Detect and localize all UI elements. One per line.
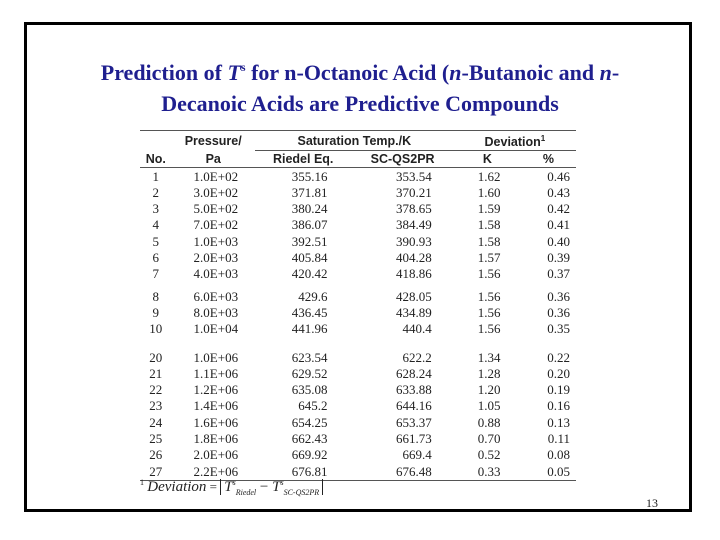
cell-riedel: 420.42	[291, 266, 328, 282]
header-row-2	[140, 151, 576, 168]
table-row	[140, 349, 576, 365]
cell-pa: 2.0E+06	[193, 447, 239, 463]
table-row	[140, 321, 576, 337]
table-body	[140, 168, 576, 480]
cell-sc: 418.86	[396, 266, 432, 282]
header-saturation: Saturation Temp./K	[255, 131, 454, 151]
cell-sc: 404.28	[396, 250, 432, 266]
cell-pa: 4.0E+03	[193, 266, 239, 282]
cell-sc: 628.24	[396, 365, 432, 381]
header-no: No.	[140, 151, 172, 168]
footnote-T1: T	[224, 479, 233, 495]
title-text-4: -	[611, 60, 620, 85]
cell-sc: 669.4	[402, 447, 432, 463]
table-row	[140, 305, 576, 321]
table-row	[140, 201, 576, 217]
footnote-equals: =	[206, 479, 221, 494]
cell-k: 0.70	[477, 431, 501, 447]
data-table	[140, 130, 576, 481]
cell-riedel: 654.25	[291, 414, 328, 430]
cell-sc: 440.4	[402, 321, 432, 337]
header-k: K	[454, 151, 521, 168]
table-row	[140, 415, 576, 431]
cell-pct: 0.39	[547, 250, 570, 266]
header-pressure: Pressure/	[172, 131, 255, 151]
footnote-sub1: Riedel	[235, 488, 257, 497]
header-blank	[140, 131, 172, 151]
table-row	[140, 250, 576, 266]
table-row	[140, 382, 576, 398]
cell-no: 5	[152, 233, 160, 249]
cell-pa: 7.0E+02	[193, 217, 239, 233]
table-row	[140, 289, 576, 305]
cell-pa: 6.0E+03	[193, 288, 239, 304]
cell-pct: 0.37	[547, 266, 570, 282]
cell-k: 1.56	[477, 288, 501, 304]
cell-riedel: 441.96	[291, 321, 328, 337]
header-pct: %	[521, 151, 576, 168]
table-row	[140, 234, 576, 250]
cell-sc: 428.05	[396, 288, 432, 304]
cell-k: 1.28	[477, 365, 501, 381]
cell-sc: 384.49	[396, 217, 432, 233]
cell-riedel: 436.45	[291, 304, 328, 320]
cell-k: 1.56	[477, 321, 501, 337]
cell-no: 23	[149, 398, 163, 414]
cell-k: 1.60	[477, 184, 501, 200]
cell-pa: 1.8E+06	[193, 431, 239, 447]
cell-k: 1.57	[477, 250, 501, 266]
cell-k: 1.05	[477, 398, 501, 414]
cell-pa: 1.0E+06	[193, 349, 239, 365]
cell-k: 1.34	[477, 349, 501, 365]
title-n2: n	[599, 60, 612, 85]
footnote-abs	[220, 479, 323, 495]
cell-sc: 644.16	[396, 398, 432, 414]
footnote-sup1: s	[232, 478, 236, 487]
cell-pa: 1.2E+06	[193, 382, 239, 398]
title-n1: n	[449, 60, 462, 85]
cell-k: 1.59	[477, 201, 501, 217]
table-row	[140, 266, 576, 282]
cell-k: 1.62	[477, 168, 501, 184]
header-deviation-label: Deviation	[484, 135, 541, 150]
header-deviation	[454, 131, 576, 151]
cell-no: 22	[149, 382, 163, 398]
cell-no: 3	[152, 201, 160, 217]
cell-pa: 1.0E+02	[193, 168, 239, 184]
cell-sc: 434.89	[396, 304, 432, 320]
cell-no: 25	[149, 431, 163, 447]
cell-pct: 0.35	[547, 321, 570, 337]
header-pa: Pa	[172, 151, 255, 168]
cell-pa: 8.0E+03	[193, 304, 239, 320]
cell-riedel: 386.07	[291, 217, 328, 233]
cell-pct: 0.43	[547, 184, 570, 200]
cell-sc: 622.2	[402, 349, 432, 365]
table-row	[140, 366, 576, 382]
cell-sc: 390.93	[396, 233, 432, 249]
cell-riedel: 623.54	[291, 349, 328, 365]
cell-no: 20	[149, 349, 163, 365]
cell-k: 1.58	[477, 233, 501, 249]
table-row	[140, 217, 576, 233]
title-T: T	[227, 60, 241, 85]
cell-no: 8	[152, 288, 160, 304]
cell-pa: 1.0E+03	[193, 233, 239, 249]
cell-pa: 2.2E+06	[172, 464, 255, 481]
title-text-2: for n-Octanoic Acid (	[245, 60, 450, 85]
cell-no: 6	[152, 250, 160, 266]
cell-pct: 0.36	[547, 288, 570, 304]
cell-pct: 0.20	[547, 365, 570, 381]
cell-riedel: 392.51	[291, 233, 328, 249]
header-sc: SC-QS2PR	[351, 151, 453, 168]
cell-pct: 0.08	[547, 447, 570, 463]
cell-k: 0.52	[477, 447, 501, 463]
footnote-label: Deviation	[147, 479, 207, 495]
title-sup: s	[240, 60, 246, 74]
footnote-mark: 1	[140, 478, 144, 487]
cell-no: 10	[149, 321, 163, 337]
cell-no: 9	[152, 304, 160, 320]
table-row	[140, 447, 576, 463]
cell-no: 2	[152, 184, 160, 200]
cell-sc: 653.37	[396, 414, 432, 430]
cell-riedel: 635.08	[291, 382, 328, 398]
table-row	[140, 431, 576, 447]
cell-pct: 0.16	[547, 398, 570, 414]
cell-pa: 2.0E+03	[193, 250, 239, 266]
cell-pct: 0.13	[547, 414, 570, 430]
cell-pa: 5.0E+02	[193, 201, 239, 217]
cell-pct: 0.46	[547, 168, 570, 184]
cell-no: 21	[149, 365, 163, 381]
cell-no: 7	[152, 266, 160, 282]
cell-pa: 1.4E+06	[193, 398, 239, 414]
cell-pct: 0.22	[547, 349, 570, 365]
footnote-T2: T	[272, 479, 281, 495]
cell-pa: 1.6E+06	[193, 414, 239, 430]
cell-sc: 633.88	[396, 382, 432, 398]
cell-k: 0.33	[454, 464, 521, 481]
cell-pct: 0.19	[547, 382, 570, 398]
slide-title	[60, 52, 660, 119]
page-number: 13	[646, 496, 658, 510]
data-table-container	[140, 130, 576, 481]
table-row	[140, 185, 576, 201]
cell-sc: 661.73	[396, 431, 432, 447]
footnote-minus: −	[256, 479, 273, 495]
cell-no: 4	[152, 217, 160, 233]
cell-no: 1	[152, 168, 160, 184]
cell-riedel: 380.24	[291, 201, 328, 217]
cell-pa: 1.1E+06	[193, 365, 239, 381]
cell-pct: 0.42	[547, 201, 570, 217]
cell-sc: 370.21	[396, 184, 432, 200]
title-text-1: Prediction of	[100, 60, 228, 85]
cell-k: 1.58	[477, 217, 501, 233]
cell-riedel: 429.6	[298, 288, 328, 304]
cell-pa: 1.0E+04	[193, 321, 239, 337]
cell-no: 24	[149, 414, 163, 430]
cell-k: 1.56	[477, 266, 501, 282]
row-gap	[140, 337, 576, 349]
cell-riedel: 669.92	[291, 447, 328, 463]
cell-pct: 0.11	[547, 431, 570, 447]
cell-riedel: 371.81	[291, 184, 328, 200]
header-deviation-footnote: 1	[540, 134, 546, 143]
cell-riedel: 355.16	[291, 168, 328, 184]
table-row	[140, 168, 576, 185]
cell-k: 1.20	[477, 382, 501, 398]
cell-pct: 0.41	[547, 217, 570, 233]
cell-no: 27	[140, 464, 172, 481]
cell-riedel: 629.52	[291, 365, 328, 381]
header-riedel: Riedel Eq.	[255, 151, 352, 168]
cell-riedel: 676.81	[255, 464, 352, 481]
cell-k: 1.56	[477, 304, 501, 320]
cell-sc: 353.54	[396, 168, 432, 184]
cell-sc: 378.65	[396, 201, 432, 217]
header-row-1	[140, 131, 576, 151]
cell-pct: 0.40	[547, 233, 570, 249]
cell-pct: 0.05	[521, 464, 576, 481]
cell-riedel: 645.2	[298, 398, 328, 414]
cell-pa: 3.0E+02	[193, 184, 239, 200]
cell-no: 26	[149, 447, 163, 463]
cell-k: 0.88	[477, 414, 501, 430]
cell-riedel: 405.84	[291, 250, 328, 266]
footnote-sub2: SC-QS2PR	[283, 488, 320, 497]
footnote-sup2: s	[280, 478, 284, 487]
cell-pct: 0.36	[547, 304, 570, 320]
title-text-3: -Butanoic and	[461, 60, 600, 85]
cell-riedel: 662.43	[291, 431, 328, 447]
title-line-2: Decanoic Acids are Predictive Compounds	[161, 91, 559, 116]
table-row	[140, 398, 576, 414]
deviation-footnote	[140, 478, 323, 497]
cell-sc: 676.48	[351, 464, 453, 481]
